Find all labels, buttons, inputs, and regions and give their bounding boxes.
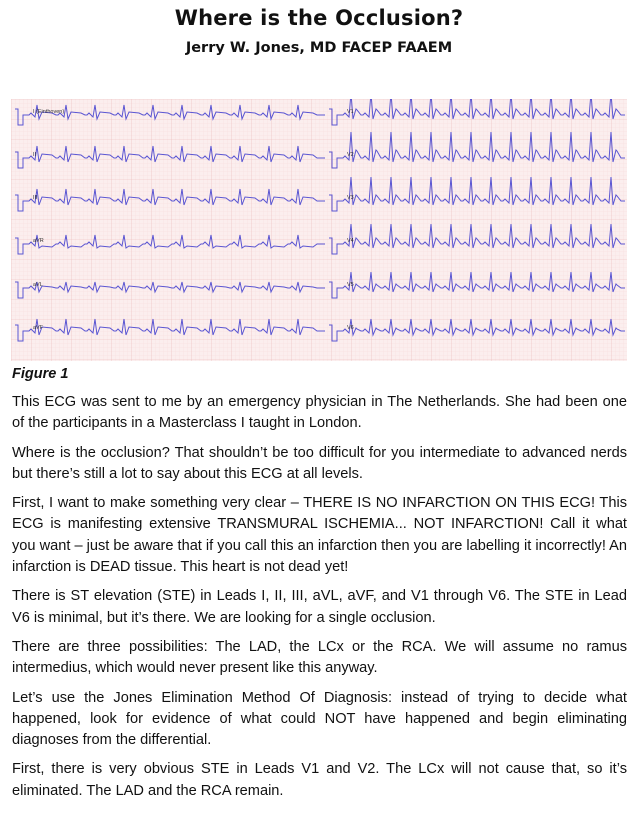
paragraph: First, there is very obvious STE in Leads V1 and V2. The LCx will not cause that, so it’s eliminated. The LAD and the RCA remain.: [12, 761, 627, 799]
paragraph: Where is the occlusion? That shouldn’t be too difficult for you intermediate to advanced nerds but there’s still a lot to say about this ECG at all levels.: [12, 444, 627, 482]
ecg-tracing: [11, 99, 627, 361]
document-title: Where is the Occlusion?: [174, 6, 464, 30]
paragraph: There are three possibilities: The LAD, the LCx or the RCA. We will assume no ramus intermedius, which would never present like this anyway.: [12, 638, 627, 677]
ecg-lead-label: III: [33, 195, 38, 201]
ecg-lead-label: V2: [347, 152, 354, 158]
ecg-lead-label: aVR: [33, 238, 44, 244]
author-line: Jerry W. Jones, MD FACEP FAAEM: [185, 40, 453, 56]
ecg-lead-label: II: [33, 152, 37, 158]
ecg-figure: [11, 99, 627, 361]
ecg-lead-label: V4: [347, 238, 354, 244]
ecg-lead-label: V1: [347, 109, 354, 115]
figure-caption: Figure 1: [12, 366, 69, 382]
paragraph: There is ST elevation (STE) in Leads I, II, III, aVL, aVF, and V1 through V6. The STE in Lead V6 is minimal, but it’s there. We are looking for a single occlusion.: [12, 588, 627, 626]
paragraph: Let’s use the Jones Elimination Method Of Diagnosis: instead of trying to decide what happened, look for evidence of what could NOT have happened and begin eliminating diagnoses from the differential.: [12, 689, 627, 749]
ecg-lead-label: V3: [347, 195, 354, 201]
ecg-lead-label: V6: [347, 325, 354, 331]
ecg-lead-label: V5: [347, 282, 354, 288]
ecg-lead-label: aVF: [33, 325, 44, 331]
ecg-lead-label: aVL: [33, 282, 43, 288]
article-body: [12, 392, 627, 810]
paragraph: This ECG was sent to me by an emergency physician in The Netherlands. She had been one of the participants in a Masterclass I taught in London.: [12, 394, 627, 432]
ecg-lead-label: I (Einthoven): [33, 109, 65, 115]
paragraph: First, I want to make something very clear – THERE IS NO INFARCTION ON THIS ECG! This ECG is manifesting extensive TRANSMURAL ISCHEMIA... NOT INFARCTION! Call it what you want – just be aware that if you call this an infarction then you are labelling it incorrectly! An infarction is DEAD tissue. This heart is not dead yet!: [12, 495, 627, 576]
